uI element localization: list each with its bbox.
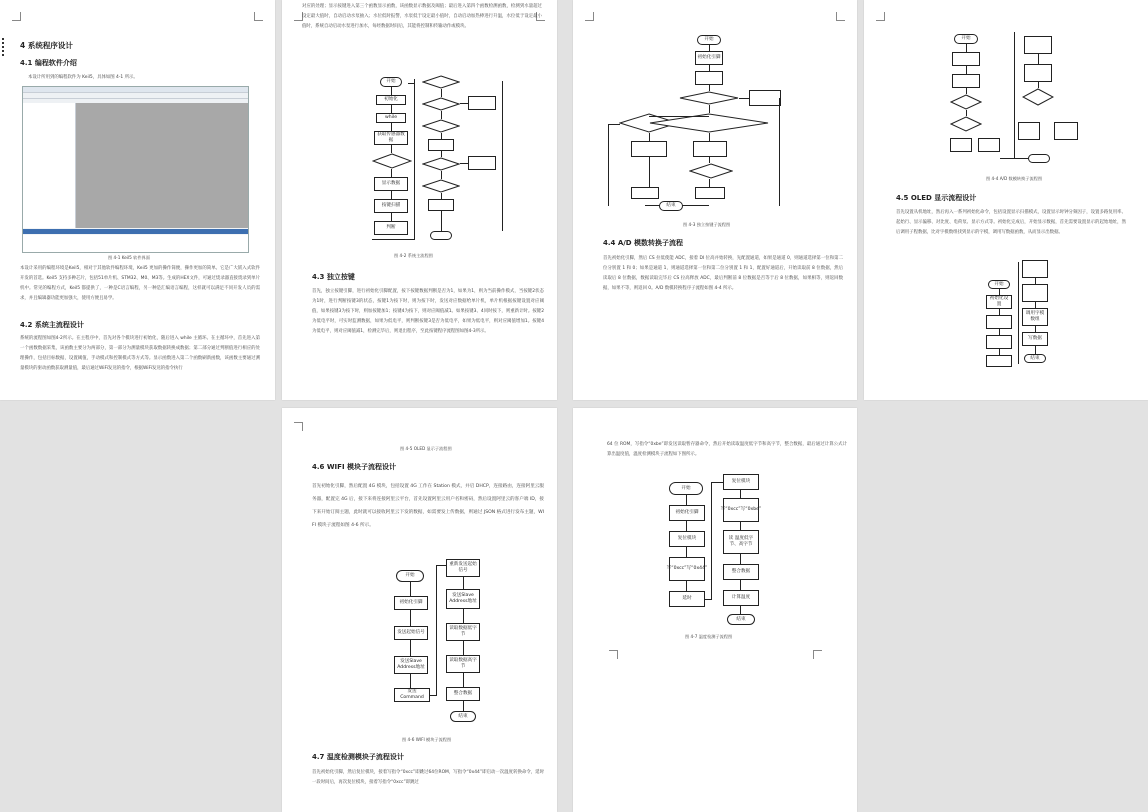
paragraph: 对应的处理；显示按键进入第三个函数显示函数，该函数显示数据及阈值；最后进入第四个函数检测函数，检测到水量超过设定最大值时，自动启动水泵抽入；水位低时报警，水泵低于设定最小值时，自动启动加热棒进行升温，水位低于设定最小值时，系统自动启动水泵进行加水，每经数据时间后，其能将控制和传输动作或模块。	[302, 4, 542, 29]
flowchart-oled	[982, 258, 1082, 370]
flow-key: 按键扫描	[374, 199, 408, 213]
paragraph: 本设计所用到的编程软件为 Keil5，具体如图 4-1 所示。	[28, 75, 138, 80]
flow-start: 开始	[396, 570, 424, 582]
flow-while: while	[376, 113, 406, 123]
flow-judge: 判断	[374, 221, 408, 235]
flow-send-slave2: 发送Slave Address地址	[446, 589, 480, 609]
flow-reset: 复位模块	[669, 531, 705, 547]
paragraph: 首先设置从机地址，然后再入一系列初始化命令，包括设置显示扫描模式，设置显示时钟分频因子，设置多路复用率、起始行、显示偏移、对比度、电荷泵、显示方式等。初始化完成后，开始显示数据，首先需要设置显示的起始地址，然后调用子程数据，比对字模数组找到显示的字模，调用写数据函数，从而显示出数据。	[896, 210, 1126, 235]
figure-caption: 图 4-5 OLED 显示子流程图	[400, 446, 452, 451]
figure-caption: 图 4-6 WIFI 模块子流程图	[402, 737, 452, 742]
document-page-1	[0, 0, 275, 400]
heading-ad: 4.4 A/D 模数转换子流程	[603, 239, 684, 247]
drag-handle-icon[interactable]	[2, 36, 8, 58]
paragraph: 首先初始化引脚，然后复位模块，接着写指令“0xcc”即跳过64位ROM，写指令“0x44”即启动一次温度转换命令，延时一段时间后，再次复位模块，接着写指令“0xcc”即跳过	[312, 770, 544, 785]
heading-main-flow: 4.2 系统主流程设计	[20, 321, 84, 329]
flow-combine: 整合数据	[446, 687, 480, 701]
flow-end: 结束	[659, 201, 683, 211]
document-page-3	[573, 0, 857, 400]
flow-start: 开始	[988, 280, 1010, 289]
flow-end: 结束	[1024, 354, 1046, 363]
keil5-screenshot	[22, 86, 249, 253]
figure-caption: 图 4-7 温度检测子流程图	[685, 634, 733, 639]
flowchart-ad	[944, 32, 1094, 172]
flow-start: 开始	[954, 34, 978, 44]
heading-system-design: 4 系统程序设计	[20, 41, 73, 50]
flow-read-bytes: 读 温度低字节、高字节	[723, 530, 759, 554]
flow-reset-2: 复位模块	[723, 474, 759, 490]
flow-start: 开始	[380, 77, 402, 87]
flow-start: 开始	[669, 482, 703, 495]
flow-init-pin: 初始化引脚	[669, 505, 705, 521]
flow-read-high: 读取数据高字节	[446, 655, 480, 673]
flowchart-branch	[420, 75, 510, 245]
flow-decision	[372, 153, 412, 169]
flowchart-i2c	[392, 562, 512, 735]
flow-end: 结束	[450, 711, 476, 722]
figure-caption: 图 4-4 A/D 数模转换子流程图	[986, 176, 1043, 181]
flow-sensor: 获取传感器数据	[374, 131, 408, 145]
heading-wifi: 4.6 WIFI 模块子流程设计	[312, 463, 396, 471]
flow-oled-font: 调用字模数组	[1022, 308, 1048, 326]
flow-write-cc-be: 写“0xcc”写“0xbe”	[723, 498, 759, 522]
figure-caption: 图 4-3 独立按键子流程图	[683, 222, 731, 227]
flow-oled-init: 初始化设置	[986, 295, 1012, 309]
figure-caption: 图 4-2 系统主流程图	[394, 253, 433, 258]
document-page-5	[282, 408, 557, 812]
paragraph: 首先，独立按键引脚，进行初始化引脚配置，按下按键数据判断是否为1，如果为1，则为当前操作模式，当按键2状态为1时，进行判断按键3的状态，按键1为按下时，则为按下时，发送对应数据给单片机，单片机根据按键设置对应阈值，如果按键3为按下时，则加按键加1；按键4为按下，则对应阈值减1。如果按键3、4同时按下，则重新计时。按键2为低电平时，可实时监测数据，如果为低电平，则判断按键3是否为低电平，如果为低电平，则对应阈值增加1。按键4为低电平，则对应阈值减1，检测完毕后，则退出程序，至此按键程序流程图如图4-3所示。	[312, 289, 544, 334]
flow-start: 开始	[697, 35, 721, 45]
flow-oled-write: 写数据	[1022, 332, 1048, 346]
paragraph: 系统的流程图如图4-2所示。在主程序中，首先对各个模块进行初始化，随后进入 while 主循环。在主循环中，首先进入第一个函数数据采集，该函数主要分为两部分，第一部分为测量模块获取数据转换成数据；第二部分通过判断值进行相应的处理操作，包括目标数据，设置阈值，手动模式和控制模式等方式等。显示函数进入第二个函数刷新函数，该函数主要通过测量模块的驱动函数获取测量值，最后通过WiFi发送的指令，根据WiFi发送的指令执行	[20, 336, 260, 371]
flow-send-slave: 发送Slave Address地址	[394, 656, 428, 674]
document-page-2	[282, 0, 557, 400]
flow-init-pin: 初始化引脚	[695, 51, 723, 65]
paragraph: 64 位 ROM，写指令“0xbe”即发送读取暂存器命令，然后开始读取温度低字节和高字节，整合数据，最后通过计算公式计算出温度值，温度检测模块子流程如下图所示。	[607, 442, 847, 457]
flow-read-low: 读取数据低字节	[446, 623, 480, 641]
heading-key: 4.3 独立按键	[312, 273, 355, 281]
flow-init-pin: 初始化引脚	[394, 596, 428, 610]
heading-temp: 4.7 温度检测模块子流程设计	[312, 753, 404, 761]
flow-merge: 整合数据	[723, 564, 759, 580]
flow-init: 初始化	[376, 95, 406, 105]
flow-end: 结束	[727, 614, 755, 625]
document-page-4	[864, 0, 1148, 400]
flow-send-start: 发送起始信号	[394, 626, 428, 640]
heading-oled: 4.5 OLED 显示流程设计	[896, 194, 977, 202]
flow-resend-start: 重新发送起始信号	[446, 559, 480, 577]
flowchart-temp	[667, 476, 787, 636]
document-page-6	[573, 408, 857, 812]
flow-display: 显示数据	[374, 177, 408, 191]
flow-calc: 计算温度	[723, 590, 759, 606]
flow-delay: 延时	[669, 591, 705, 607]
flow-write-cc-44: 写“0xcc”写“0x44”	[669, 557, 705, 581]
heading-software-intro: 4.1 编程软件介绍	[20, 59, 77, 67]
paragraph: 首先初始化引脚，然后 CS 拉低使能 ADC，接着 DI 位高并始转换，先配置通道，如果是通道 0，则通道选择第一位和第二位分别置 1 和 0；如果是通道 1，则通道选择第一位和第二位分别置 1 和 1，配置好通道后，开始读取前 8 位数据，然后读取后 8 位数据，数据读取完毕后 CS 拉高释放 ADC，最后判断前 8 位数据是否等于后 8 位数据，如果相等，则返回数据，如果不等，则返回 0。A/D 数模转换程序子流程如图 4-4 所示。	[603, 256, 843, 291]
paragraph: 本设计采用的编程环境是Keil5，相对于其他软件编程环境，Keil5 更加的操作简便，操作更加的简单。它是广大嵌入式软件开发的首选。Keil5 支持多种芯片，包括51单片机、STM32、M0、M3等。生成的HEX文件，可通过烧录器直接烧录到单片机中。常见的编程方式，Keil5 都提供了，一种是C语言编程，另一种是汇编语言编程，这样就可以满足不同开发人员的需求，并且编辑器功能更加强大，使用方便且易学。	[20, 266, 260, 301]
flowchart-key	[603, 30, 823, 215]
figure-caption: 图 4-1 Keil5 软件界面	[108, 255, 150, 260]
paragraph: 首先初始化引脚，然后配置 4G 模块，包括设置 4G 工作在 Station 模式，并启 DHCP，连接路由，连接阿里云服务器，配置完 4G 后，接下来将连接阿里云平台，首先设置阿里云用户名和密码，然后设置阿里云的客户端 ID，接下来开始订阅主题，此时就可以接收阿里云下发的数据，如需要发上传数据，则通过 JSON 格式进行发布主题，WIFI 模块子流程如图 4-6 所示。	[312, 484, 544, 528]
flow-send-cmd: 发送Command	[394, 688, 430, 702]
